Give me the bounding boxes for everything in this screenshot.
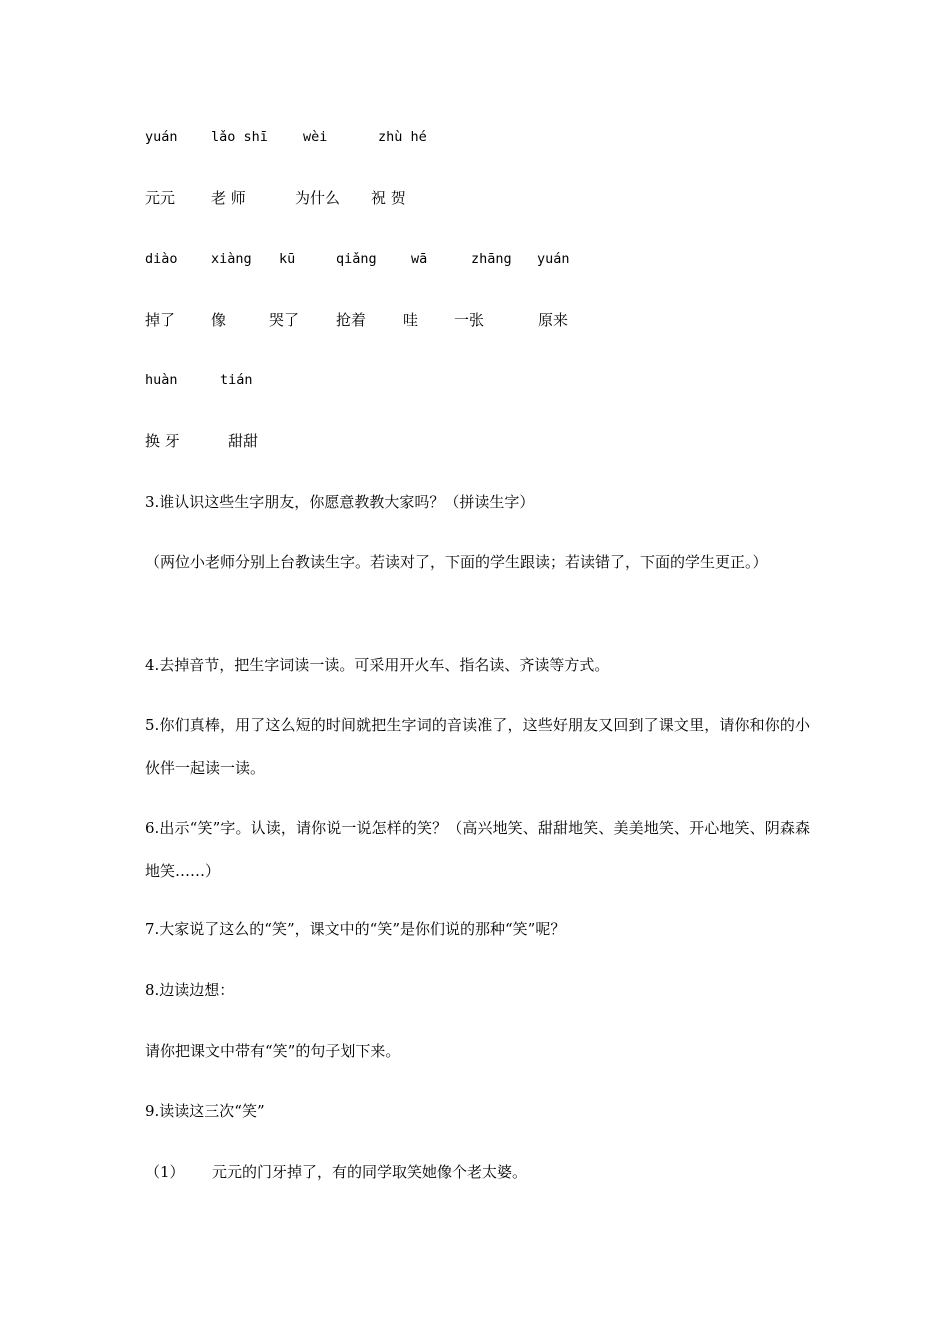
step-8: 8.边读边想： — [145, 981, 235, 999]
word-diaole: 掉了 — [145, 311, 176, 329]
pinyin-zhang: zhāng — [471, 251, 512, 267]
pinyin-yuan-2: yuán — [537, 251, 570, 267]
pinyin-huan: huàn — [145, 372, 178, 388]
step-8-task: 请你把课文中带有“笑”的句子划下来。 — [145, 1042, 401, 1060]
step-3-note: （两位小老师分别上台教读生字。若读对了，下面的学生跟读；若读错了，下面的学生更正。） — [145, 553, 768, 571]
item-1-number: （1） — [145, 1163, 185, 1181]
word-qiangzhe: 抢着 — [336, 311, 367, 329]
pinyin-diao: diào — [145, 251, 178, 267]
pinyin-zhu-he: zhù hé — [378, 129, 427, 145]
pinyin-ku: kū — [279, 251, 296, 267]
pinyin-wei: wèi — [303, 129, 328, 145]
step-9: 9.读读这三次“笑” — [145, 1102, 265, 1120]
word-xiang: 像 — [211, 311, 227, 329]
word-tiantian: 甜甜 — [228, 432, 259, 450]
pinyin-qiang: qiǎng — [336, 251, 377, 267]
word-yuanlai: 原来 — [538, 311, 569, 329]
word-wa: 哇 — [403, 311, 419, 329]
pinyin-tian: tián — [220, 372, 253, 388]
pinyin-yuan: yuán — [145, 129, 178, 145]
item-1-text: 元元的门牙掉了，有的同学取笑她像个老太婆。 — [212, 1163, 528, 1181]
word-huanya: 换 牙 — [145, 432, 180, 450]
word-zhuhe: 祝 贺 — [371, 189, 406, 207]
word-yuanyuan: 元元 — [145, 189, 176, 207]
pinyin-wa: wā — [411, 251, 428, 267]
step-3: 3.谁认识这些生字朋友，你愿意教教大家吗？（拼读生字） — [145, 493, 535, 511]
word-kule: 哭了 — [269, 311, 300, 329]
step-4: 4.去掉音节，把生字词读一读。可采用开火车、指名读、齐读等方式。 — [145, 656, 610, 674]
step-5: 5.你们真棒，用了这么短的时间就把生字词的音读准了，这些好朋友又回到了课文里，请你和你的小伙伴一起读一读。 — [145, 716, 810, 777]
word-laoshi: 老 师 — [211, 189, 246, 207]
pinyin-lao-shi: lǎo shī — [211, 129, 268, 145]
word-weishenme: 为什么 — [295, 189, 341, 207]
pinyin-xiang: xiàng — [211, 251, 252, 267]
word-yizhang: 一张 — [454, 311, 485, 329]
step-6: 6.出示“笑”字。认读，请你说一说怎样的笑？（高兴地笑、甜甜地笑、美美地笑、开心地笑、阴森森地笑……） — [145, 819, 810, 880]
step-7: 7.大家说了这么的“笑”，课文中的“笑”是你们说的那种“笑”呢？ — [145, 920, 566, 938]
